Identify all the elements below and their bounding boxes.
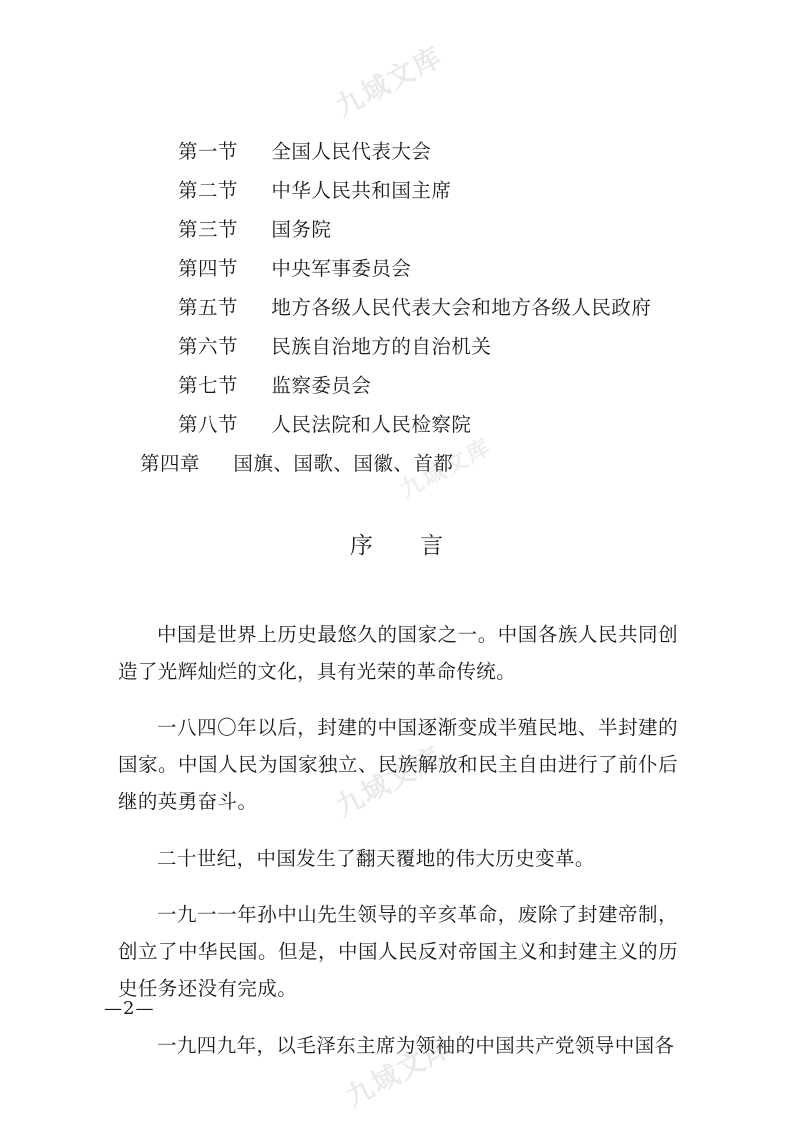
toc-entry-chapter[interactable] xyxy=(0,444,793,483)
watermark: 九域文库 xyxy=(330,741,448,824)
toc-entry[interactable] xyxy=(0,249,793,288)
toc-entry[interactable] xyxy=(0,210,793,249)
preface-heading: 序 言 xyxy=(349,533,464,559)
watermark: 九域文库 xyxy=(340,1031,458,1114)
watermark: 九域文库 xyxy=(395,433,497,504)
toc-entry[interactable] xyxy=(0,405,793,444)
toc-entry-title: 全国人民代表大会 xyxy=(271,140,432,163)
toc-entry-title: 民族自治地方的自治机关 xyxy=(271,335,492,358)
paragraph: 一九四九年，以毛泽东主席为领袖的中国共产党领导中国各 xyxy=(157,1033,675,1057)
toc-entry-title: 国务院 xyxy=(271,218,332,241)
toc-entry-number: 第四章 xyxy=(140,452,201,475)
toc-entry-title: 中华人民共和国主席 xyxy=(271,179,452,202)
watermark: 九域文库 xyxy=(330,41,448,124)
page-number: —2— xyxy=(104,998,155,1019)
paragraph: 一九一一年孙中山先生领导的辛亥革命，废除了封建帝制，创立了中华民国。但是，中国人民反对帝国主义和封建主义的历史任务还没有完成。 xyxy=(118,903,678,1000)
toc-entry-number: 第五节 xyxy=(178,296,239,319)
toc-entry-number: 第六节 xyxy=(178,335,239,358)
toc-entry-title: 国旗、国歌、国徽、首都 xyxy=(233,452,454,475)
toc-entry-number: 第一节 xyxy=(178,140,239,163)
toc-entry-title: 人民法院和人民检察院 xyxy=(271,413,472,436)
paragraph: 二十世纪，中国发生了翻天覆地的伟大历史变革。 xyxy=(157,846,595,870)
toc-entry-title: 监察委员会 xyxy=(271,374,372,397)
toc-entry[interactable] xyxy=(0,171,793,210)
toc-entry[interactable] xyxy=(0,132,793,171)
toc-entry[interactable] xyxy=(0,327,793,366)
toc-entry-number: 第三节 xyxy=(178,218,239,241)
toc-entry-title: 中央军事委员会 xyxy=(271,257,412,280)
preface-body xyxy=(118,596,678,1083)
toc-entry-number: 第四节 xyxy=(178,257,239,280)
toc-entry[interactable] xyxy=(0,288,793,327)
table-of-contents xyxy=(0,132,793,483)
paragraph: 一八四〇年以后，封建的中国逐渐变成半殖民地、半封建的国家。中国人民为国家独立、民族解放和民主自由进行了前仆后继的英勇奋斗。 xyxy=(118,716,678,813)
toc-entry[interactable] xyxy=(0,366,793,405)
toc-entry-number: 第二节 xyxy=(178,179,239,202)
toc-entry-title: 地方各级人民代表大会和地方各级人民政府 xyxy=(271,296,652,319)
paragraph: 中国是世界上历史最悠久的国家之一。中国各族人民共同创造了光辉灿烂的文化，具有光荣的革命传统。 xyxy=(118,622,678,683)
toc-entry-number: 第七节 xyxy=(178,374,239,397)
toc-entry-number: 第八节 xyxy=(178,413,239,436)
